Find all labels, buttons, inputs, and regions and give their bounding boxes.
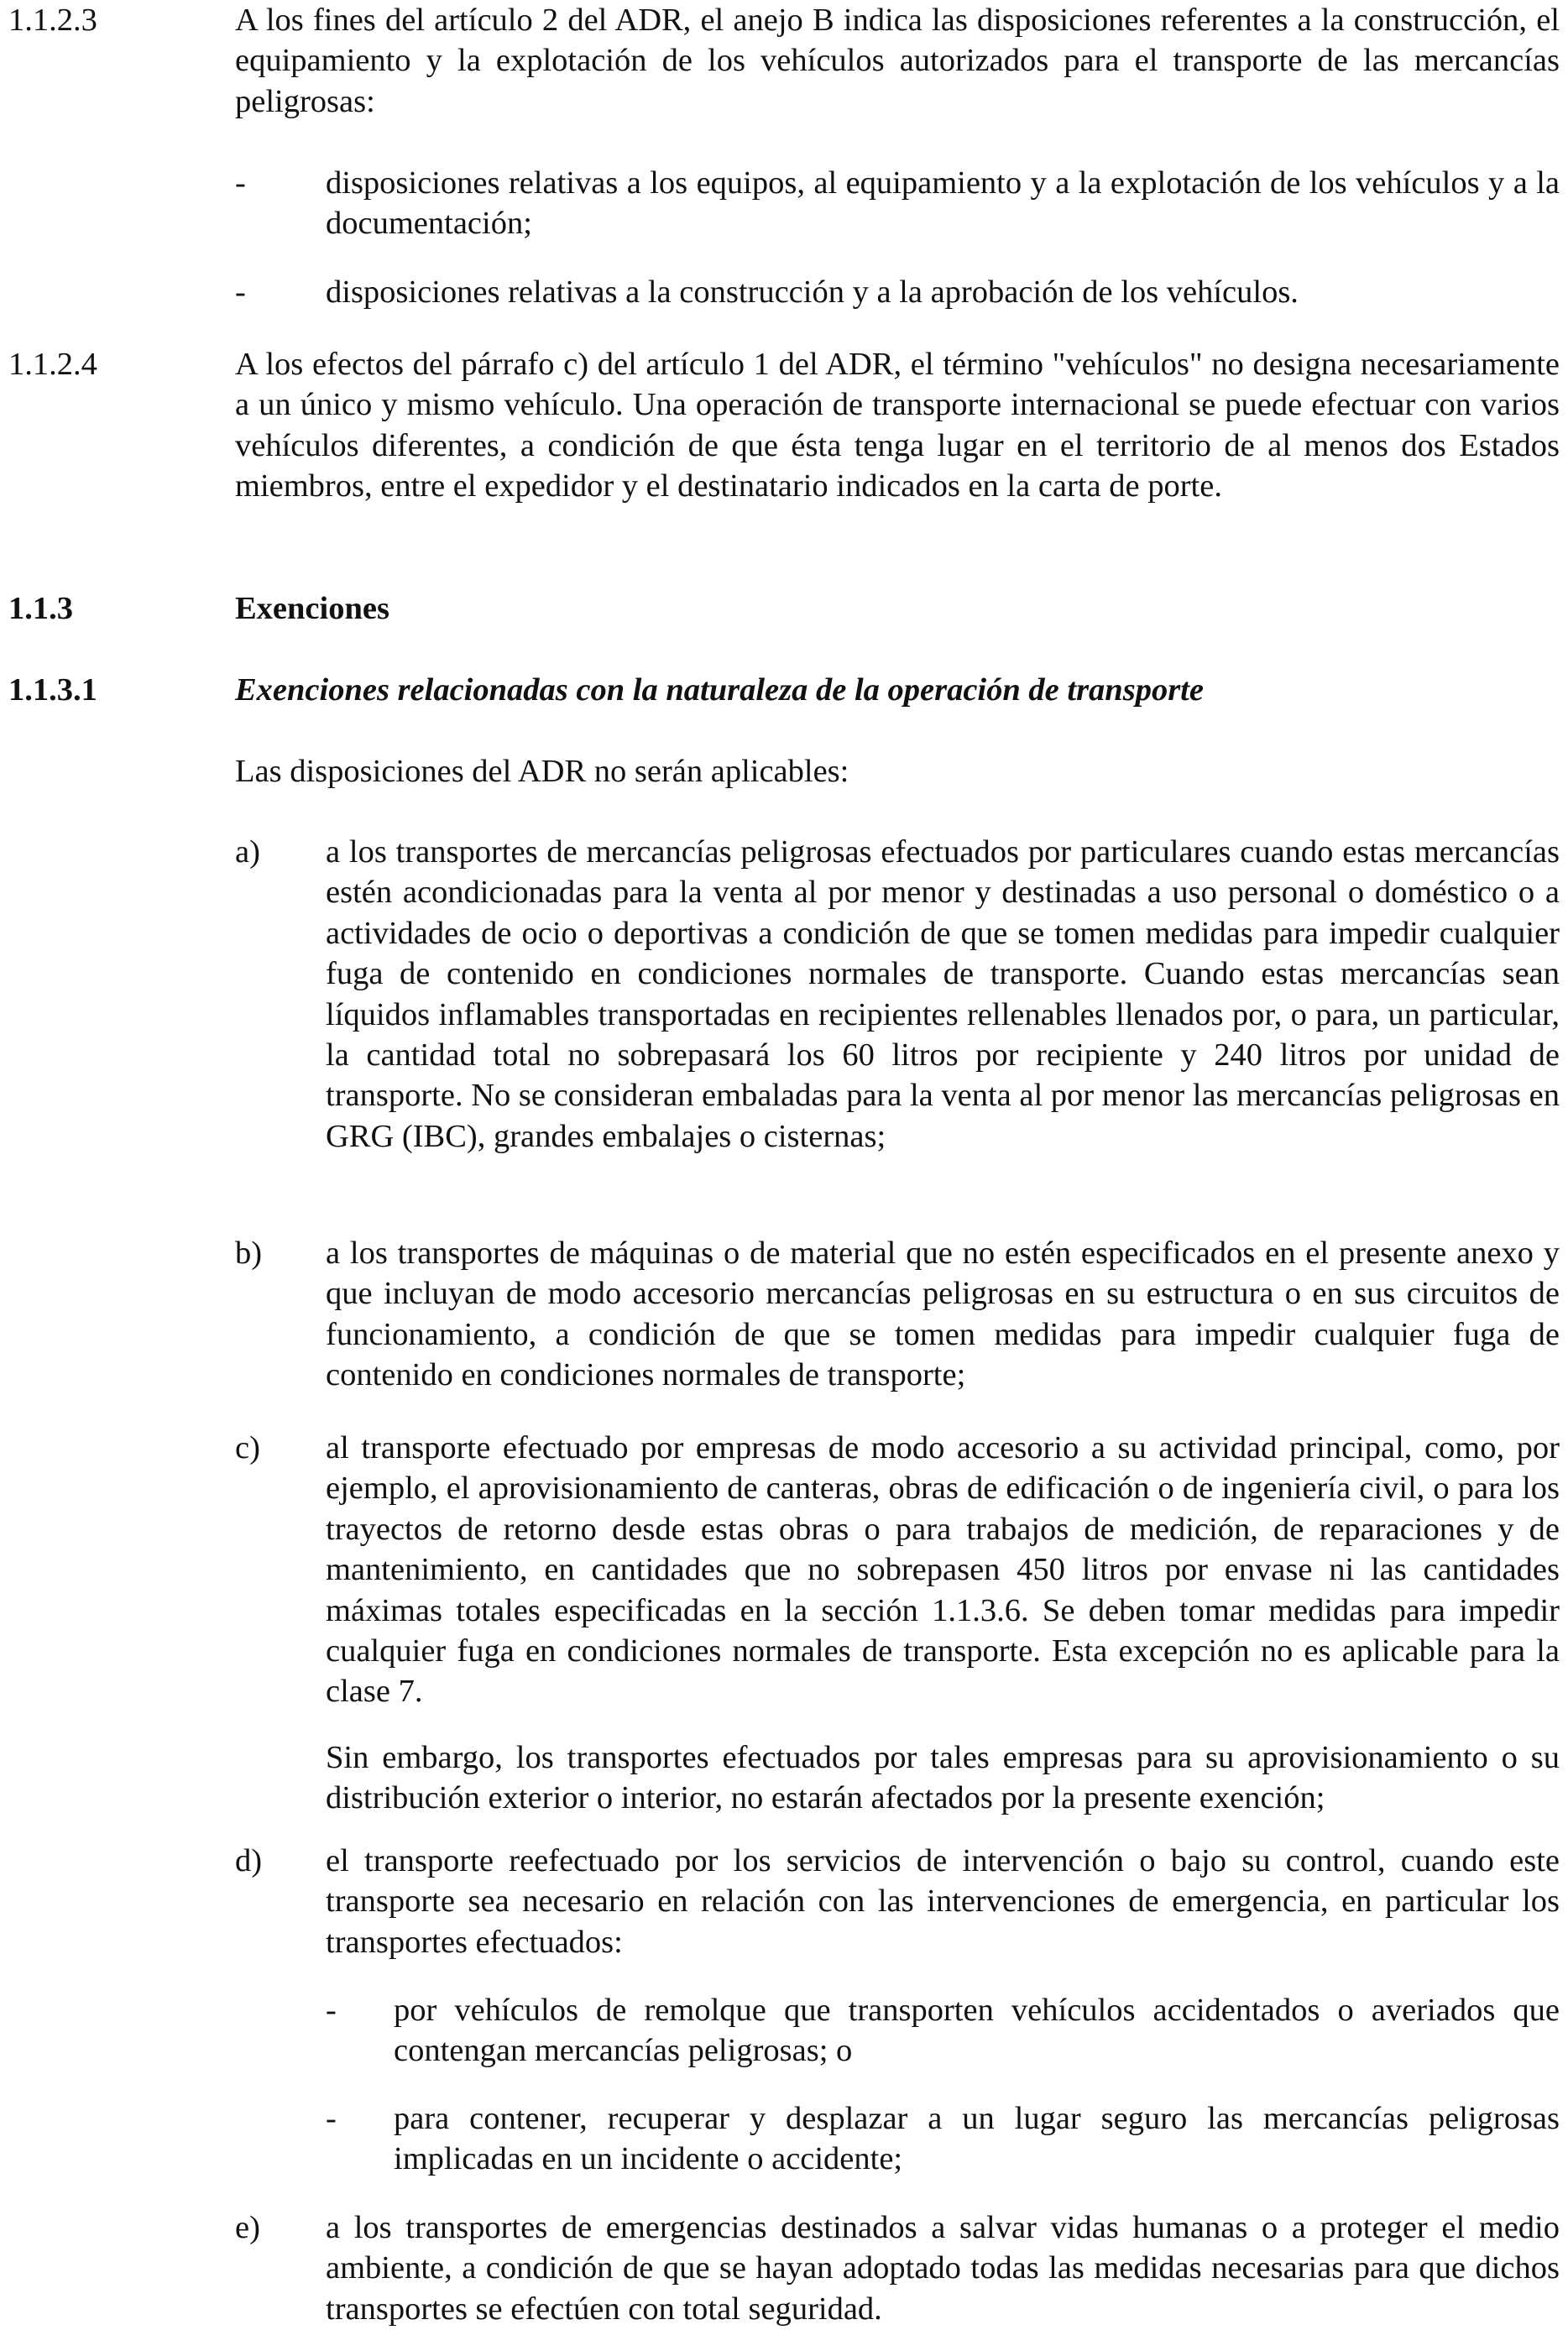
- list-item-text: al transporte efectuado por empresas de modo accesorio a su actividad principal, como, por ejemplo, el aprovisionamiento de canteras, obras de edificación o de ingeniería civil, o para los trayectos de retorno desde estas obras o para trabajos de medición, de reparaciones y de mantenimiento, en cantidades que no sobrepasen 450 litros por envase ni las cantidades máximas totales especificadas en la sección 1.1.3.6. Se deben tomar medidas para impedir cualquier fuga en condiciones normales de transporte. Esta excepción no es aplicable para la clase 7.: [326, 1430, 1560, 1710]
- list-marker: c): [235, 1430, 260, 1465]
- list-item-text: a los transportes de mercancías peligrosas efectuados por particulares cuando estas mercancías estén acondicionadas para la venta al por menor y destinadas a uso personal o doméstico o a actividades de ocio o deportivas a condición de que se tomen medidas para impedir cualquier fuga de contenido en condiciones normales de transporte. Cuando estas mercancías sean líquidos inflamables transportadas en recipientes rellenables llenados por, o para, un particular, la cantidad total no sobrepasará los 60 litros por recipiente y 240 litros por unidad de transporte. No se consideran embaladas para la venta al por menor las mercancías peligrosas en GRG (IBC), grandes embalajes o cisternas;: [326, 834, 1560, 1154]
- section-paragraph: A los efectos del párrafo c) del artículo 1 del ADR, el término "vehículos" no designa necesariamente a un único y mismo vehículo. Una operación de transporte internacional se puede efectuar con varios vehículos diferentes, a condición de que ésta tenga lugar en el territorio de al menos dos Estados miembros, entre el expedidor y el destinatario indicados en la carta de porte.: [235, 347, 1560, 504]
- list-marker: e): [235, 2210, 260, 2245]
- list-marker: -: [235, 165, 246, 201]
- section-title: Exenciones: [235, 591, 389, 626]
- list-item-text: a los transportes de máquinas o de material que no estén especificados en el presente anexo y que incluyan de modo accesorio mercancías peligrosas en su estructura o en sus circuitos de funcionamiento, a condición de que se tomen medidas para impedir cualquier fuga de contenido en condiciones normales de transporte;: [326, 1236, 1560, 1393]
- list-marker: b): [235, 1236, 263, 1271]
- list-marker: -: [326, 2101, 337, 2136]
- section-number: 1.1.2.3: [8, 3, 97, 38]
- list-marker: a): [235, 834, 260, 870]
- list-item-text: disposiciones relativas a la construcción y a la aprobación de los vehículos.: [326, 274, 1299, 310]
- list-subitem-text: por vehículos de remolque que transporten vehículos accidentados o averiados que contengan mercancías peligrosas; o: [394, 1993, 1560, 2069]
- section-intro-paragraph: Las disposiciones del ADR no serán aplicables:: [235, 754, 849, 789]
- section-number: 1.1.2.4: [8, 347, 97, 382]
- list-marker: -: [235, 274, 246, 310]
- list-marker: -: [326, 1993, 337, 2028]
- list-item-text: Sin embargo, los transportes efectuados por tales empresas para su aprovisionamiento o su distribución exterior o interior, no estarán afectados por la presente exención;: [326, 1740, 1560, 1816]
- section-number: 1.1.3: [8, 591, 73, 626]
- list-item-text: el transporte reefectuado por los servicios de intervención o bajo su control, cuando este transporte sea necesario en relación con las intervenciones de emergencia, en particular los transportes efectuados:: [326, 1843, 1560, 1960]
- section-intro-paragraph: A los fines del artículo 2 del ADR, el anejo B indica las disposiciones referentes a la construcción, el equipamiento y la explotación de los vehículos autorizados para el transporte de las mercancías peligrosas:: [235, 3, 1560, 119]
- list-item-text: disposiciones relativas a los equipos, al equipamiento y a la explotación de los vehículos y a la documentación;: [326, 165, 1560, 242]
- list-item-text: a los transportes de emergencias destinados a salvar vidas humanas o a proteger el medio ambiente, a condición de que se hayan adoptado todas las medidas necesarias para que dichos transportes se efectúen con total seguridad.: [326, 2210, 1560, 2327]
- section-title: Exenciones relacionadas con la naturaleza de la operación de transporte: [235, 672, 1204, 708]
- list-subitem-text: para contener, recuperar y desplazar a un lugar seguro las mercancías peligrosas implicadas en un incidente o accidente;: [394, 2101, 1560, 2177]
- section-number: 1.1.3.1: [8, 672, 97, 708]
- list-marker: d): [235, 1843, 263, 1878]
